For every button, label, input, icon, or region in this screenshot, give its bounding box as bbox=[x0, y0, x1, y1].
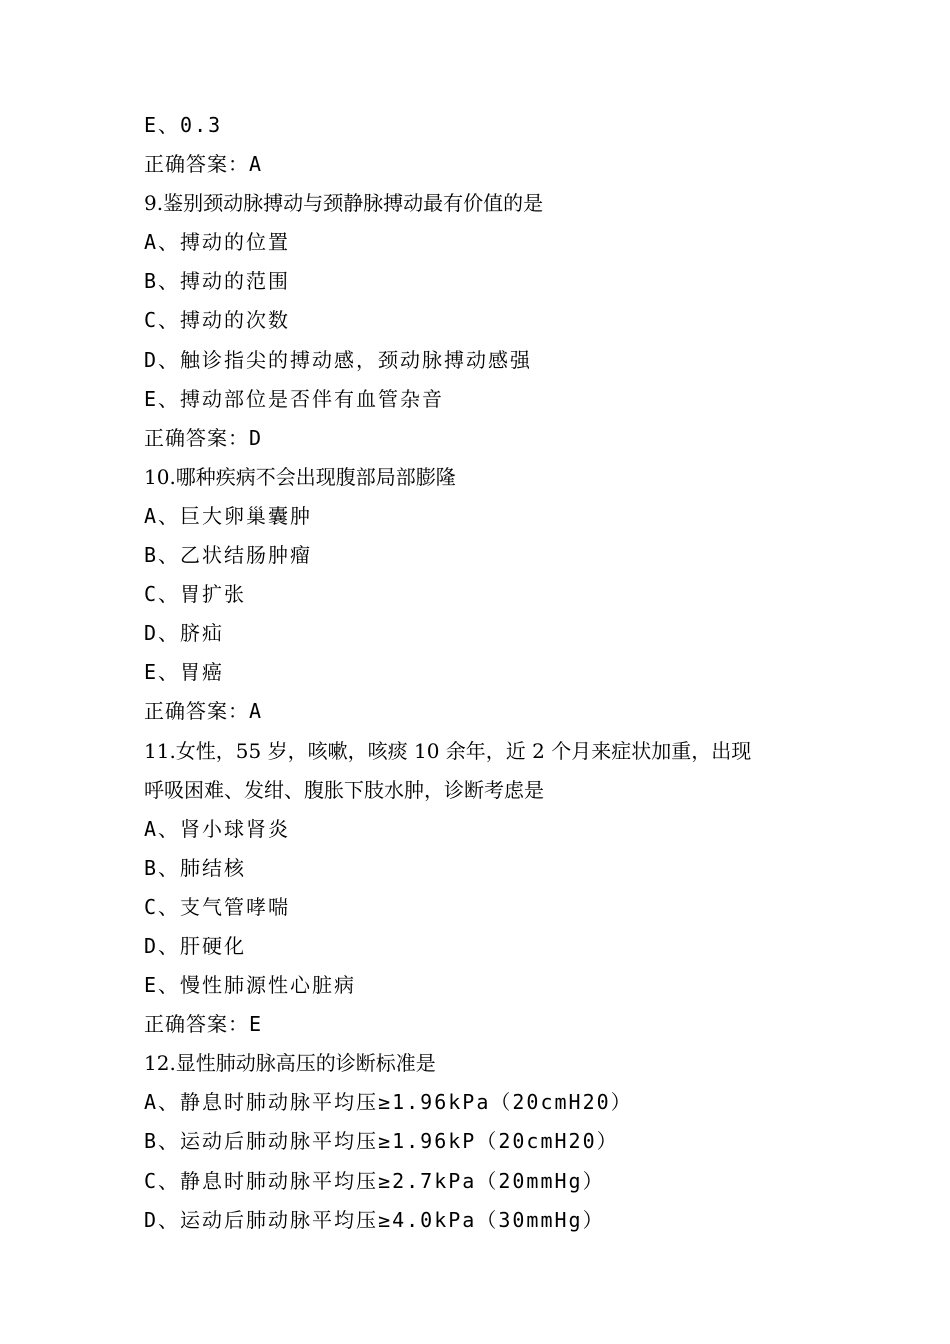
question-line: 10.哪种疾病不会出现腹部局部膨隆 bbox=[144, 464, 456, 489]
answer-line: 正确答案：D bbox=[144, 425, 263, 450]
answer-line: 正确答案：A bbox=[144, 152, 263, 177]
answer-line: 正确答案：A bbox=[144, 699, 263, 724]
option-line: E、胃癌 bbox=[144, 660, 225, 685]
option-line: B、运动后肺动脉平均压≥1.96kP（20cmH20） bbox=[144, 1129, 619, 1154]
option-line: A、静息时肺动脉平均压≥1.96kPa（20cmH20） bbox=[144, 1090, 633, 1115]
option-line: B、搏动的范围 bbox=[144, 269, 291, 294]
option-line: C、胃扩张 bbox=[144, 582, 247, 607]
question-line: 呼吸困难、发绀、腹胀下肢水肿，诊断考虑是 bbox=[144, 777, 544, 802]
option-line: E、0.3 bbox=[144, 113, 223, 137]
question-line: 12.显性肺动脉高压的诊断标准是 bbox=[144, 1051, 436, 1076]
option-line: E、慢性肺源性心脏病 bbox=[144, 973, 357, 998]
option-line: C、静息时肺动脉平均压≥2.7kPa（20mmHg） bbox=[144, 1168, 605, 1193]
question-list bbox=[144, 106, 844, 1240]
option-line: D、运动后肺动脉平均压≥4.0kPa（30mmHg） bbox=[144, 1207, 605, 1232]
option-line: A、巨大卵巢囊肿 bbox=[144, 503, 313, 528]
option-line: B、肺结核 bbox=[144, 855, 247, 880]
option-line: D、肝硬化 bbox=[144, 933, 247, 958]
option-line: D、触诊指尖的搏动感，颈动脉搏动感强 bbox=[144, 347, 533, 372]
option-line: D、脐疝 bbox=[144, 621, 225, 646]
question-line: 11.女性，55 岁，咳嗽，咳痰 10 余年，近 2 个月来症状加重，出现 bbox=[144, 738, 752, 763]
option-line: A、肾小球肾炎 bbox=[144, 816, 291, 841]
question-line: 9.鉴别颈动脉搏动与颈静脉搏动最有价值的是 bbox=[144, 191, 544, 216]
option-line: B、乙状结肠肿瘤 bbox=[144, 543, 313, 568]
answer-line: 正确答案：E bbox=[144, 1012, 263, 1037]
option-line: E、搏动部位是否伴有血管杂音 bbox=[144, 386, 445, 411]
option-line: A、搏动的位置 bbox=[144, 230, 291, 255]
option-line: C、支气管哮喘 bbox=[144, 894, 291, 919]
option-line: C、搏动的次数 bbox=[144, 308, 291, 333]
